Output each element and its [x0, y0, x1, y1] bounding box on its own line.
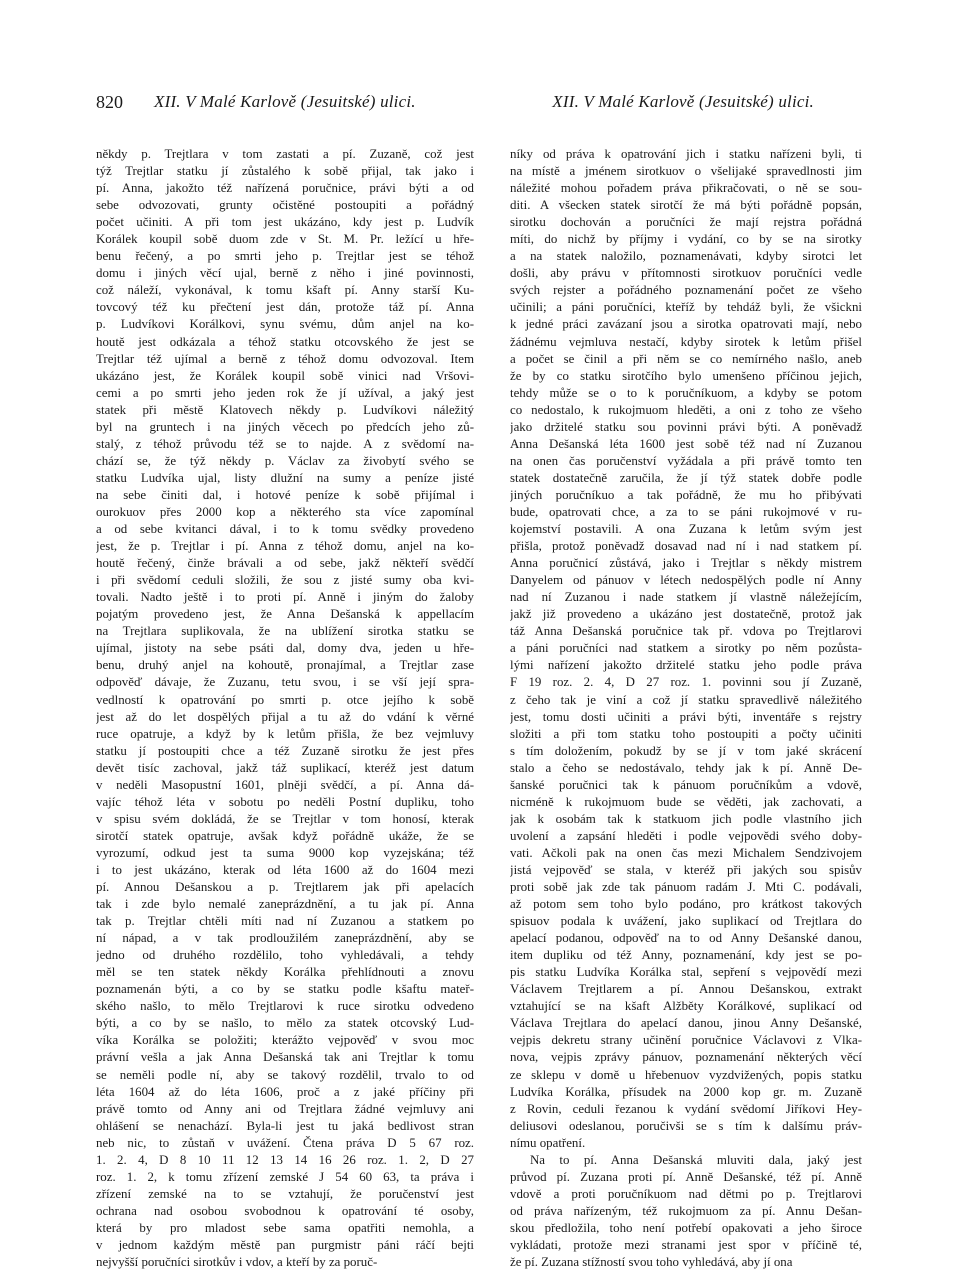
text-line: devět tisíc zachoval, jakž táž suplikací, kteréž jest datum	[96, 760, 474, 775]
text-line: nad ní Zuzanou i nade statkem jí vlastně náležejícím,	[510, 590, 862, 605]
text-line: stalý, z téhož průvodu též se to najde. A z svědomí na-	[96, 436, 474, 451]
text-line: jest, tomu dosti učiniti a právi býti, inventáře s rejstry	[510, 709, 862, 724]
text-line: vztahující se na kšaft Alžběty Korálkové, suplikací od	[510, 999, 862, 1014]
text-line: ze sklepu v domě u hřebenuov vyzdvižených, popis statku	[510, 1067, 862, 1082]
text-line: svých rejster a pořádného poznamenání počet ze všeho	[510, 283, 862, 298]
text-line: přišla, protož poněvadž dosavad nad ní i nad statkem pí.	[510, 539, 862, 554]
text-line: že by co statku sirotčího bylo umenšeno příčinou jejich,	[510, 368, 862, 383]
text-line: jak k osobám tak k statkuom jich podle vlastního jich	[510, 811, 862, 826]
text-line: skou předložila, toho není potřebí opakovati a jeho široce	[510, 1220, 862, 1235]
text-line: na onen čas poručenství vyžádala a při právě tomto ten	[510, 453, 862, 468]
text-line: lými nařízení jakožto držitelé statku jeho podle práva	[510, 658, 862, 673]
text-line: průvod pí. Zuzana proti pí. Anně Dešanské, též pí. Anně	[510, 1169, 862, 1184]
text-line: tehdy může se o to k poručníkuom, a kdyby se potom	[510, 385, 862, 400]
text-line: 1. 2. 4, D 8 10 11 12 13 14 16 26 roz. 1. 2, D 27	[96, 1152, 474, 1167]
text-line: houtě jest odkázala a téhož statku otcovského že jest se	[96, 334, 474, 349]
text-line: a na statek naložilo, poznamenávati, kdyby sirotci let	[510, 249, 862, 264]
text-line: kojemství postavili. A ona Zuzana k letům svým jest	[510, 522, 862, 537]
text-line: v spisu svém dokládá, že se Trejtlar v tom honosí, kterak	[96, 811, 474, 826]
text-line: neb nic, to zůstaň v uvážení. Čtena práva D 5 67 roz.	[96, 1135, 474, 1150]
text-line: ní nápad, a v tak prodloužilém zaneprázdnění, aby se	[96, 931, 474, 946]
text-line: benu, druhý anjel na kohoutě, pronajímal, a Trejtlar zase	[96, 658, 474, 673]
text-line: na místě a jménem sirotkuov o všelijaké spravedlnosti jim	[510, 164, 862, 179]
text-line: i to jest ukázáno, kterak od léta 1600 až do 1604 mezi	[96, 862, 474, 877]
text-line: žádnému vejmluva nestačí, kdyby sirotek k letům přišel	[510, 334, 862, 349]
text-line: F 19 roz. 2. 4, D 27 roz. 1. povinni sou jí Zuzaně,	[510, 675, 862, 690]
text-line: jedno od druhého rozdělilo, toho vyhledávali, a tehdy	[96, 948, 474, 963]
text-line: cemi a po smrti jeho jeden rok že jí užíval, a jaký jest	[96, 385, 474, 400]
text-line: stalo a čeho se nedostávalo, tehdy jak k pí. Anně De-	[510, 760, 862, 775]
text-line: pis statku Ludvíka Korálka stal, sepření s vejpovědí mezi	[510, 965, 862, 980]
text-line: statku jí postoupiti chce a též Zuzaně sirotku že jest přes	[96, 743, 474, 758]
text-line: léta 1604 až do léta 1606, proč a z jaké příčiny při	[96, 1084, 474, 1099]
text-line: benu řečený, a po smrti jeho p. Trejtlar jest se téhož	[96, 249, 474, 264]
text-line: že pí. Zuzana stížností svou toho vyhledává, aby jí ona	[510, 1255, 793, 1270]
text-line: nicméně k rukojmuom bude se věděti, jak zachovati, a	[510, 794, 862, 809]
text-line: vykládati, protože mezi stranami jest spor v příčině té,	[510, 1238, 862, 1252]
running-title-right: XII. V Malé Karlově (Jesuitské) ulici.	[552, 92, 814, 111]
text-line: statku Ludvíka ujal, listy dlužní na sumy a peníze jisté	[96, 470, 474, 485]
text-line: z čeho tak je viní a což jí statku spravedlivě náležitého	[510, 692, 862, 707]
text-line: níky od práva k opatrování jich i statku nařízeni byli, ti	[510, 147, 862, 161]
text-line: v neděli Masopustní 1601, plněji svědčí, a pí. Anna dá-	[96, 777, 474, 792]
text-line: sirotčí statek opatruje, avšak když pořádně ukáže, že se	[96, 828, 474, 843]
text-line: ourokuov přes 2000 kop a některého sta více zapomínal	[96, 504, 474, 519]
text-line: a od sebe kvitanci dával, i to k tomu svědky provedeno	[96, 522, 474, 537]
text-line: měl se ten statek někdy Korálka přehlídnouti a znovu	[96, 965, 474, 980]
text-line: pí. Annou Dešanskou a p. Trejtlarem jak při apelacích	[96, 880, 474, 895]
text-line: domu i jiných věcí ujal, berně z něho i jiné povinnosti,	[96, 266, 474, 281]
text-line: a páni poručníci nad statkem a sirotky po něm pozůsta-	[510, 641, 862, 656]
text-line: šanské poručnici tak k pánuom poručníkům a vdově,	[510, 777, 862, 792]
text-line: spisuov podala k uvážení, jako suplikací od Trejtlara do	[510, 914, 862, 929]
text-line: ukázáno jest, že Korálek koupil sobě vinici nad Vršovi-	[96, 368, 474, 383]
text-line: chází se, že týž někdy p. Václav za živobytí svého se	[96, 453, 474, 468]
text-line: nímu opatření.	[510, 1135, 586, 1150]
text-line: ochrana nad osobou svobodnou k opatrování té osoby,	[96, 1203, 474, 1218]
text-line: až potom sem toho bylo podáno, pro krátkost takových	[510, 897, 862, 912]
text-line: i při svědomí ceduli složili, že sou z jisté sumy oba kvi-	[96, 573, 474, 588]
text-line: co nedostalo, k rukojmuom hleděti, a oni z toho ze všeho	[510, 402, 862, 417]
text-line: ského našlo, to mělo Trejtlarovi k ruce sirotku odvedeno	[96, 999, 474, 1014]
text-line: s tím doložením, pokudž by se jí v tom jaké skrácení	[510, 743, 862, 758]
text-line: nova, vejpis zprávy pánuov, poznamenání některých věcí	[510, 1050, 862, 1065]
text-line: v jednom každým městě pan purgmistr páni ráčí bejti	[96, 1238, 474, 1252]
text-line: Na to pí. Anna Dešanská mluviti dala, jaký jest	[530, 1152, 862, 1167]
text-line: ohlášení se nenachází. Byla-li jest tu jaká bedlivost stran	[96, 1118, 474, 1133]
text-line: sirotku dochován a poručníci že mají rejstra pořádná	[510, 215, 862, 230]
text-line: nejvyšší poručníci sirotkův i vdov, a kteří by za poruč-	[96, 1255, 378, 1270]
text-line: Korálek koupil sobě duom zde v St. M. Pr. ležící u hře-	[96, 232, 474, 247]
text-line: se neměli podle ní, aby se takový rozdělil, trvalo to od	[96, 1067, 474, 1082]
running-head	[96, 92, 822, 118]
text-line: tak p. Trejtlar chtěli míti nad ní Zuzanou a statkem po	[96, 914, 474, 929]
text-line: jakž již provedeno a ukázáno jest dostatečně, protož jak	[510, 607, 862, 622]
left-text-column	[96, 146, 474, 1271]
text-line: míti, do nichž by příjmy i vydání, co by se na sirotky	[510, 232, 862, 247]
text-line: došli, aby právu v přítomnosti sirotkuov poručníci vedle	[510, 266, 862, 281]
text-line: počet učiniti. A při tom jest ukázáno, kdy jest p. Ludvík	[96, 215, 474, 230]
text-line: statek při městě Klatovech někdy p. Ludvíkovi náležitý	[96, 402, 474, 417]
text-line: proti sobě jak zde tak pánuom radám J. Mti C. podávali,	[510, 880, 862, 895]
text-line: což náleží, vykonával, k tomu kšaft pí. Anny starší Ku-	[96, 283, 474, 298]
text-line: vedlností k opatrování po smrti p. otce jejího k sobě	[96, 692, 474, 707]
right-text-column	[510, 146, 862, 1271]
text-line: vyrozumí, odkud jest ta suma 9000 kop vyzejskána; též	[96, 845, 474, 860]
text-line: ujímal, jistoty na sebe psáti dal, domy dva, jeden u hře-	[96, 641, 474, 656]
text-line: bude, opatrovati chce, a za to se páni rukojmové v ru-	[510, 504, 862, 519]
text-line: poznamenán býti, a co by se statku podle kšaftu mateř-	[96, 982, 474, 997]
text-line: víka Korálka se položiti; kterážto vejpověď v svou moc	[96, 1033, 474, 1048]
text-line: učinili; a páni poručníci, kteříž by tehdáž byli, že všickni	[510, 300, 862, 315]
text-line: tovcový též ku přečtení jest dán, protože táž pí. Anna	[96, 300, 474, 315]
text-line: jiných poručníkuo a tak pořádně, že mu ho přibývati	[510, 487, 862, 502]
text-line: z Rovin, ceduli řezanou k vydání svědomí Jiříkovi Hey-	[510, 1101, 862, 1116]
text-line: jest, že p. Trejtlar i pí. Anna z téhož domu, anjel na ko-	[96, 539, 474, 554]
text-line: vejpis dekretu strany učinění poručnice Václavovi z Vlka-	[510, 1033, 862, 1048]
text-line: vdově a proti poručníkuom nad dětmi po p. Trejtlarovi	[510, 1186, 862, 1201]
text-line: roz. 1. 2, k tomu zřízení zemské J 54 60 63, ta práva i	[96, 1169, 474, 1184]
running-title-left: XII. V Malé Karlově (Jesuitské) ulici.	[154, 92, 416, 111]
text-line: jako držitelé statku sou povinni právi býti. A poněvadž	[510, 419, 862, 434]
text-line: právní vešla a jak Anna Dešanská tak ani Trejtlar k tomu	[96, 1050, 474, 1065]
text-line: Ludvíka Korálka, přísudek na 2000 kop gr. m. Zuzaně	[510, 1084, 862, 1099]
text-line: Anna poručnicí zůstává, jako i Trejtlar s někdy mistrem	[510, 556, 862, 571]
text-line: Trejtlar též ujímal a berně z téhož domu odvozoval. Item	[96, 351, 474, 366]
text-line: Anna Dešanská léta 1600 jest sobě též nad ní Zuzanou	[510, 436, 862, 451]
text-line: uvolení a zapsání hleděti i podle vejpovědi svého doby-	[510, 828, 862, 843]
text-line: houtě řečený, činže brávali a od sebe, jakž někteří svědčí	[96, 556, 474, 571]
text-line: někdy p. Trejtlara v tom zastati a pí. Zuzaně, což jest	[96, 147, 474, 161]
text-line: právě tomto od Anny ani od Trejtlara žádné vejmluvy ani	[96, 1101, 474, 1116]
text-line: býti, a co by se našlo, to mělo za statek otcovský Lud-	[96, 1016, 474, 1031]
text-line: tovali. Nadto ještě i to proti pí. Anně i jiným do žaloby	[96, 590, 474, 605]
text-line: na sebe činiti dal, i hotové peníze k sobě přijímal i	[96, 487, 474, 502]
page-number: 820	[96, 92, 123, 112]
text-line: Danyelem od pánuov v létech nedospělých podle ní Anny	[510, 573, 862, 588]
text-line: item dupliku od též Anny, poznamenání, kdy jest se po-	[510, 948, 862, 963]
text-line: jistá vejpověď se stala, v kteréž při jakých sou spisův	[510, 862, 862, 877]
text-line: byl na gruntech i na jiných věcech po předcích jeho zů-	[96, 419, 474, 434]
text-line: složiti a při tom statku toho postoupiti a počty učiniti	[510, 726, 862, 741]
text-line: táž Anna Dešanská poručnice tak př. vdova po Trejtlarovi	[510, 624, 862, 639]
text-line: od práva nařízeným, též rukojmuom za pí. Annu Dešan-	[510, 1203, 862, 1218]
text-line: k jedné práci zavázaní jsou a sirotka opatrovati mají, nebo	[510, 317, 862, 332]
text-line: ruce opatruje, a když by k letům přišla, že bez vejmluvy	[96, 726, 474, 741]
text-line: pí. Anna, jakožto též nařízená poručnice, právi býti a od	[96, 181, 474, 196]
text-line: na Trejtlara suplikovala, že na ublížení sirotka statku se	[96, 624, 474, 639]
text-line: apelací podanou, odpověď na to od Anny Dešanské danou,	[510, 931, 862, 946]
text-line: p. Ludvíkovi Korálkovi, synu svému, dům anjel na ko-	[96, 317, 474, 332]
text-line: Václavem Trejtlarem a pí. Annou Dešanskou, extrakt	[510, 982, 862, 997]
text-line: jest až do let dospělých přijal a tu až do vdání k věrné	[96, 709, 474, 724]
text-line: odpověď dávaje, že Zuzanu, tetu svou, i se vší její spra-	[96, 675, 474, 690]
text-line: deliusovi odeslanou, poručivši se s tím k dalšímu práv-	[510, 1118, 862, 1133]
text-line: zřízení zemské na to se vztahují, že poručenství jest	[96, 1186, 474, 1201]
text-line: Václava Trejtlara do apelací danou, jinou Anny Dešanské,	[510, 1016, 862, 1031]
text-line: tak i zde bylo nemalé zaneprázdnění, a tu jak pí. Anna	[96, 897, 474, 912]
text-line: pojatým provedeno jest, že Anna Dešanská k appellacím	[96, 607, 474, 622]
text-line: diti. A všecken statek sirotčí že má býti pořádně popsán,	[510, 198, 862, 213]
text-line: náležité mohou pořadem práva přikračovati, o ně se sou-	[510, 181, 862, 196]
text-line: statek dostatečně zaručila, že jí týž statek dobře podle	[510, 470, 862, 485]
text-line: týž Trejtlar statku jí zůstalého k sobě přijal, tak jako i	[96, 164, 474, 179]
text-line: vajíc téhož léta v sobotu po neděli Postní dupliku, toho	[96, 794, 474, 809]
text-line: která by pro mladost sebe sama opatřiti nemohla, a	[96, 1220, 474, 1235]
text-line: a počet se činil a při něm se co nemírného našlo, aneb	[510, 351, 862, 366]
text-line: vati. Ačkoli pak na onen čas mezi Michalem Sendzivojem	[510, 845, 862, 860]
text-line: sebe odvozovati, grunty očistěné postoupiti a pořádný	[96, 198, 474, 213]
